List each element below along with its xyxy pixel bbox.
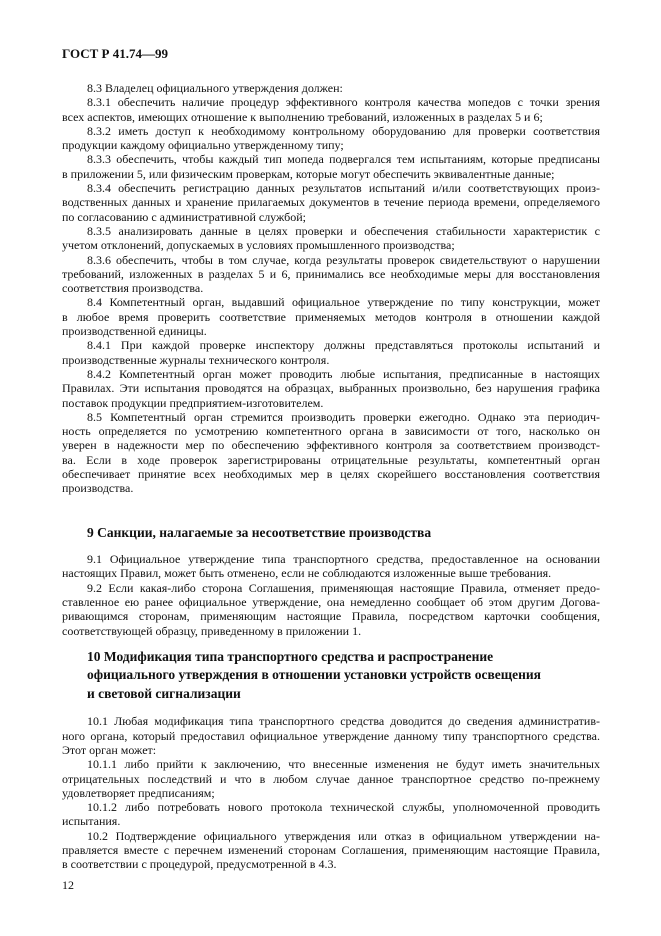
text-line: обеспечивает принятие всех необходимых мер в целях скорейшего восстановления соответствия (62, 467, 600, 482)
text-line: учетом отклонений, допускаемых в условиях промышленного производства; (62, 238, 455, 253)
section-10-body (62, 714, 600, 871)
text-line: 8.4 Компетентный орган, выдавший официальное утверждение по типу конструкции, может (87, 295, 600, 310)
text-line: 8.3 Владелец официального утверждения должен: (87, 81, 343, 95)
text-line: 8.4.1 При каждой проверке инспектору должны представляться протоколы испытаний и (87, 338, 600, 353)
paragraph (62, 152, 600, 181)
text-line: 9.1 Официальное утверждение типа транспортного средства, предоставленное на основании (87, 552, 600, 567)
paragraph (62, 800, 600, 829)
text-line: производства. (62, 481, 134, 496)
paragraph (62, 253, 600, 296)
text-line: Правилах. Эти испытания проводятся на образцах, выбранных произвольно, без нарушения графика (62, 381, 600, 396)
text-line: в соответствии с процедурой, предусмотренной в 4.3. (62, 857, 337, 872)
text-line: ва. Если в ходе проверок зарегистрированы отрицательные результаты, компетентный орган (62, 452, 600, 467)
paragraph (62, 181, 600, 224)
text-line: ного органа, который предоставил официальное утверждение данному типу транспортного средства. (62, 728, 600, 743)
text-line: поставок продукции предприятием-изготовителем. (62, 395, 324, 410)
paragraph (62, 124, 600, 153)
paragraph (62, 552, 600, 581)
text-line: производственные журналы технического контроля. (62, 352, 330, 367)
text-line: настоящих Правил, может быть отменено, если не соблюдаются изложенные выше требования. (62, 566, 552, 581)
text-line: 8.3.5 анализировать данные в целях проверки и обеспечения стабильности характеристик с (87, 223, 600, 238)
text-line: в любое время проверить соответствие применяемых методов контроля в отношении каждой (62, 309, 600, 324)
text-line: ность определяется по усмотрению компетентного органа в зависимости от того, насколько он (62, 424, 600, 439)
text-line: 10.1.2 либо потребовать нового протокола технической службы, уполномоченной проводить (87, 800, 600, 815)
paragraph (62, 95, 600, 124)
section-8-body (62, 81, 600, 496)
paragraph (62, 410, 600, 496)
text-line: уверен в надежности мер по обеспечению эффективного контроля за соответствием производст- (62, 438, 600, 453)
text-line: 8.3.6 обеспечить, чтобы в том случае, когда результаты проверок свидетельствуют о нарушении (87, 252, 600, 267)
text-line: Этот орган может: (62, 742, 157, 757)
paragraph (62, 714, 600, 757)
paragraph (62, 581, 600, 638)
text-line: 10.1.1 либо прийти к заключению, что внесенные изменения не будут иметь значительных (87, 757, 600, 772)
text-line: 8.5 Компетентный орган стремится производить проверки ежегодно. Однако эта периодич- (87, 409, 600, 424)
paragraph (62, 829, 600, 872)
section-9-heading: 9 Санкции, налагаемые за несоответствие производства (87, 524, 432, 540)
paragraph (62, 295, 600, 338)
page-number: 12 (62, 877, 74, 892)
document-header: ГОСТ Р 41.74—99 (62, 46, 168, 61)
text-line: по согласованию с административной службой; (62, 209, 307, 224)
paragraph (62, 757, 600, 800)
heading-line: 10 Модификация типа транспортного средства и распространение (87, 648, 494, 664)
text-line: ривающимся сторонам, применяющим настоящие Правила, посредством карточки сообщения, (62, 609, 600, 624)
text-line: продукции каждому официально утвержденному типу; (62, 138, 344, 153)
section-9-body (62, 552, 600, 638)
text-line: удовлетворяет предписаниям; (62, 785, 215, 800)
text-line: отрицательных последствий и что в любом случае данное транспортное средство по-прежнему (62, 771, 600, 786)
text-line: 8.3.3 обеспечить, чтобы каждый тип мопеда подвергался тем испытаниям, которые предписаны (87, 152, 600, 167)
text-line: требований, изложенных в разделах 5 и 6, принимались все необходимые меры для восстановления (62, 266, 600, 281)
text-line: правляется вместе с перечнем изменений сторонам Соглашения, применяющим настоящие Правила, (62, 843, 600, 858)
paragraph (62, 81, 600, 95)
text-line: в приложении 5, или физическим проверкам, которые могут обеспечить эквивалентные данные; (62, 166, 555, 181)
text-line: 10.1 Любая модификация типа транспортного средства доводится до сведения административ- (87, 714, 600, 729)
heading-line: официального утверждения в отношении установки устройств освещения (87, 667, 541, 683)
text-line: 8.3.4 обеспечить регистрацию данных результатов испытаний и/или соответствующих произ- (87, 181, 600, 196)
heading-line: и световой сигнализации (87, 685, 241, 701)
text-line: 10.2 Подтверждение официального утверждения или отказ в официальном утверждении на- (87, 828, 600, 843)
text-line: соответствующей образцу, приведенному в приложении 1. (62, 623, 362, 638)
section-10-heading (62, 648, 600, 704)
text-line: 8.3.1 обеспечить наличие процедур эффективного контроля качества мопедов с точки зрения (87, 95, 600, 110)
text-line: 8.4.2 Компетентный орган может проводить любые испытания, предписанные в настоящих (87, 366, 600, 381)
text-line: 9.2 Если какая-либо сторона Соглашения, применяющая настоящие Правила, отменяет предо- (87, 580, 600, 595)
paragraph (62, 338, 600, 367)
text-line: соответствия производства. (62, 281, 204, 296)
text-line: ставленное ею ранее официальное утверждение, она немедленно сообщает об этом другим Догова- (62, 595, 600, 609)
paragraph (62, 367, 600, 410)
text-line: водственных данных и хранение прилагаемых документов в течение периода времени, определяемого (62, 195, 600, 210)
text-line: 8.3.2 иметь доступ к необходимому контрольному оборудованию для проверки соответствия (87, 123, 600, 138)
paragraph (62, 224, 600, 253)
text-line: испытания. (62, 814, 121, 829)
text-line: всех аспектов, имеющих отношение к выполнению требований, изложенных в разделах 5 и 6; (62, 109, 543, 124)
text-line: производственной единицы. (62, 324, 207, 339)
